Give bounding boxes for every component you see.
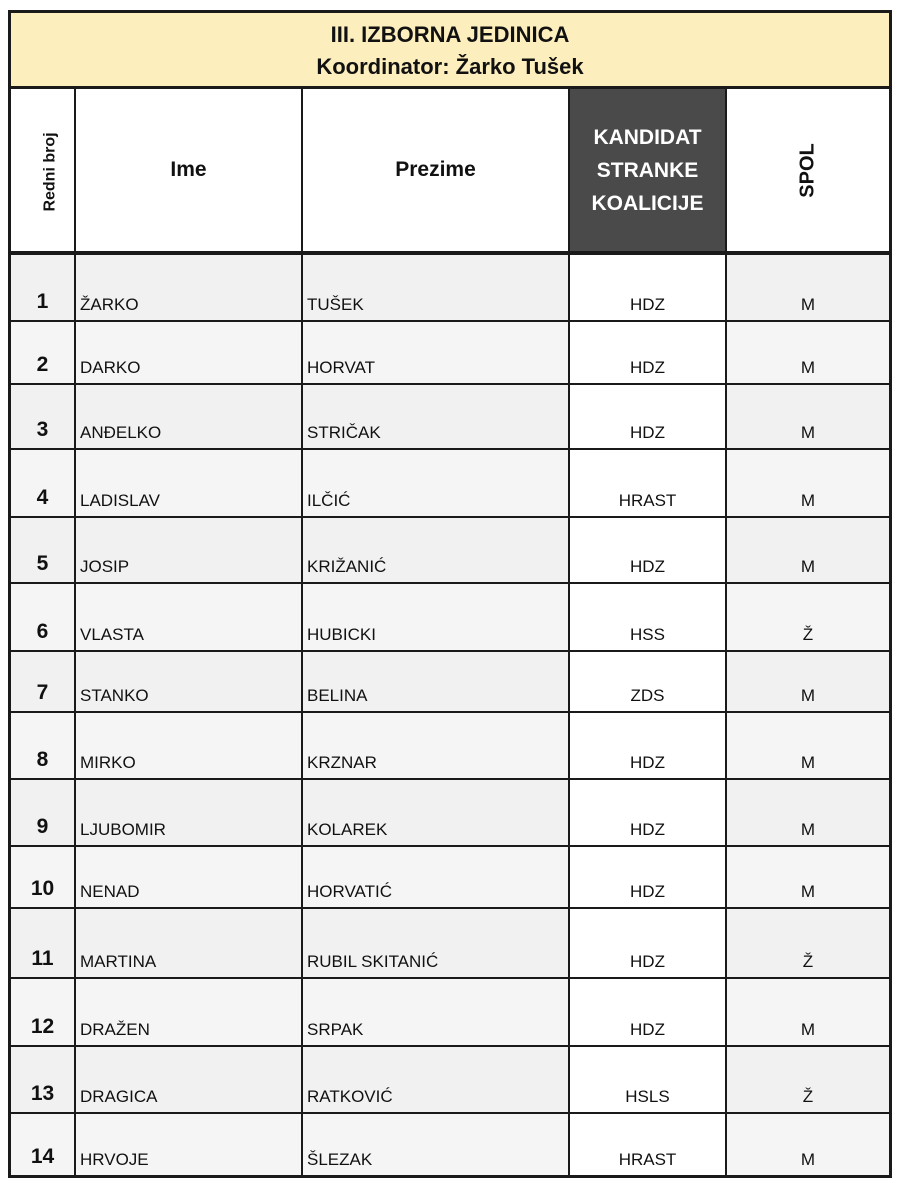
row-last-name: HUBICKI: [302, 583, 569, 651]
table-body: [11, 253, 889, 1175]
row-party: HRAST: [569, 1113, 726, 1175]
row-number: 8: [11, 712, 75, 779]
row-first-name: LADISLAV: [75, 449, 302, 517]
column-header-number-label: Redni broj: [41, 132, 59, 212]
table-row: [11, 1046, 889, 1113]
table-row: [11, 712, 889, 779]
row-first-name: NENAD: [75, 846, 302, 908]
row-number: 6: [11, 583, 75, 651]
row-number: 11: [11, 908, 75, 978]
row-gender: M: [726, 384, 889, 449]
column-header-candidate-line1: KANDIDAT: [593, 125, 702, 149]
table-row: [11, 779, 889, 846]
table-row: [11, 253, 889, 321]
row-number: 13: [11, 1046, 75, 1113]
column-header-gender-label: SPOL: [796, 143, 819, 198]
row-number: 1: [11, 253, 75, 321]
row-number: 14: [11, 1113, 75, 1175]
row-party: HSLS: [569, 1046, 726, 1113]
table-row: [11, 846, 889, 908]
page-title: III. IZBORNA JEDINICA: [330, 22, 570, 47]
row-last-name: BELINA: [302, 651, 569, 712]
table-row: [11, 384, 889, 449]
row-first-name: STANKO: [75, 651, 302, 712]
row-party: HRAST: [569, 449, 726, 517]
row-party: HDZ: [569, 779, 726, 846]
table-row: [11, 1113, 889, 1175]
column-header-gender: [726, 89, 889, 253]
row-last-name: TUŠEK: [302, 253, 569, 321]
row-gender: M: [726, 321, 889, 384]
row-gender: Ž: [726, 908, 889, 978]
table-row: [11, 978, 889, 1046]
row-gender: Ž: [726, 1046, 889, 1113]
row-last-name: ILČIĆ: [302, 449, 569, 517]
table-row: [11, 583, 889, 651]
row-number: 7: [11, 651, 75, 712]
row-party: HDZ: [569, 978, 726, 1046]
row-gender: Ž: [726, 583, 889, 651]
row-gender: M: [726, 651, 889, 712]
row-gender: M: [726, 978, 889, 1046]
row-gender: M: [726, 1113, 889, 1175]
row-number: 2: [11, 321, 75, 384]
row-gender: M: [726, 253, 889, 321]
header-banner: [11, 13, 889, 89]
row-gender: M: [726, 779, 889, 846]
table-row: [11, 908, 889, 978]
column-header-last-name: Prezime: [302, 89, 569, 253]
row-gender: M: [726, 712, 889, 779]
row-first-name: MIRKO: [75, 712, 302, 779]
row-number: 3: [11, 384, 75, 449]
row-party: HDZ: [569, 517, 726, 583]
row-party: HSS: [569, 583, 726, 651]
table-row: [11, 651, 889, 712]
row-last-name: HORVATIĆ: [302, 846, 569, 908]
column-header-candidate-line2: STRANKE: [596, 158, 699, 182]
row-first-name: HRVOJE: [75, 1113, 302, 1175]
table-row: [11, 517, 889, 583]
row-first-name: LJUBOMIR: [75, 779, 302, 846]
row-gender: M: [726, 517, 889, 583]
row-first-name: ŽARKO: [75, 253, 302, 321]
row-party: HDZ: [569, 321, 726, 384]
table-row: [11, 449, 889, 517]
row-gender: M: [726, 449, 889, 517]
row-last-name: ŠLEZAK: [302, 1113, 569, 1175]
row-number: 9: [11, 779, 75, 846]
column-header-candidate-party: [569, 89, 726, 253]
row-number: 4: [11, 449, 75, 517]
row-party: HDZ: [569, 384, 726, 449]
row-last-name: KRZNAR: [302, 712, 569, 779]
row-first-name: DRAŽEN: [75, 978, 302, 1046]
row-number: 12: [11, 978, 75, 1046]
row-last-name: KRIŽANIĆ: [302, 517, 569, 583]
table-header-row: [11, 89, 889, 253]
row-party: HDZ: [569, 253, 726, 321]
row-last-name: KOLAREK: [302, 779, 569, 846]
candidate-list-sheet: [8, 10, 892, 1178]
row-party: HDZ: [569, 846, 726, 908]
column-header-first-name: Ime: [75, 89, 302, 253]
row-first-name: JOSIP: [75, 517, 302, 583]
row-party: HDZ: [569, 712, 726, 779]
row-number: 5: [11, 517, 75, 583]
row-first-name: DARKO: [75, 321, 302, 384]
row-number: 10: [11, 846, 75, 908]
row-last-name: SRPAK: [302, 978, 569, 1046]
row-first-name: DRAGICA: [75, 1046, 302, 1113]
column-header-number: [11, 89, 75, 253]
table-row: [11, 321, 889, 384]
row-last-name: RUBIL SKITANIĆ: [302, 908, 569, 978]
candidate-table: [11, 89, 889, 1175]
row-gender: M: [726, 846, 889, 908]
row-party: HDZ: [569, 908, 726, 978]
row-last-name: STRIČAK: [302, 384, 569, 449]
row-last-name: HORVAT: [302, 321, 569, 384]
row-last-name: RATKOVIĆ: [302, 1046, 569, 1113]
row-first-name: MARTINA: [75, 908, 302, 978]
column-header-candidate-line3: KOALICIJE: [591, 191, 704, 215]
row-party: ZDS: [569, 651, 726, 712]
row-first-name: ANĐELKO: [75, 384, 302, 449]
coordinator-line: Koordinator: Žarko Tušek: [316, 54, 584, 79]
row-first-name: VLASTA: [75, 583, 302, 651]
